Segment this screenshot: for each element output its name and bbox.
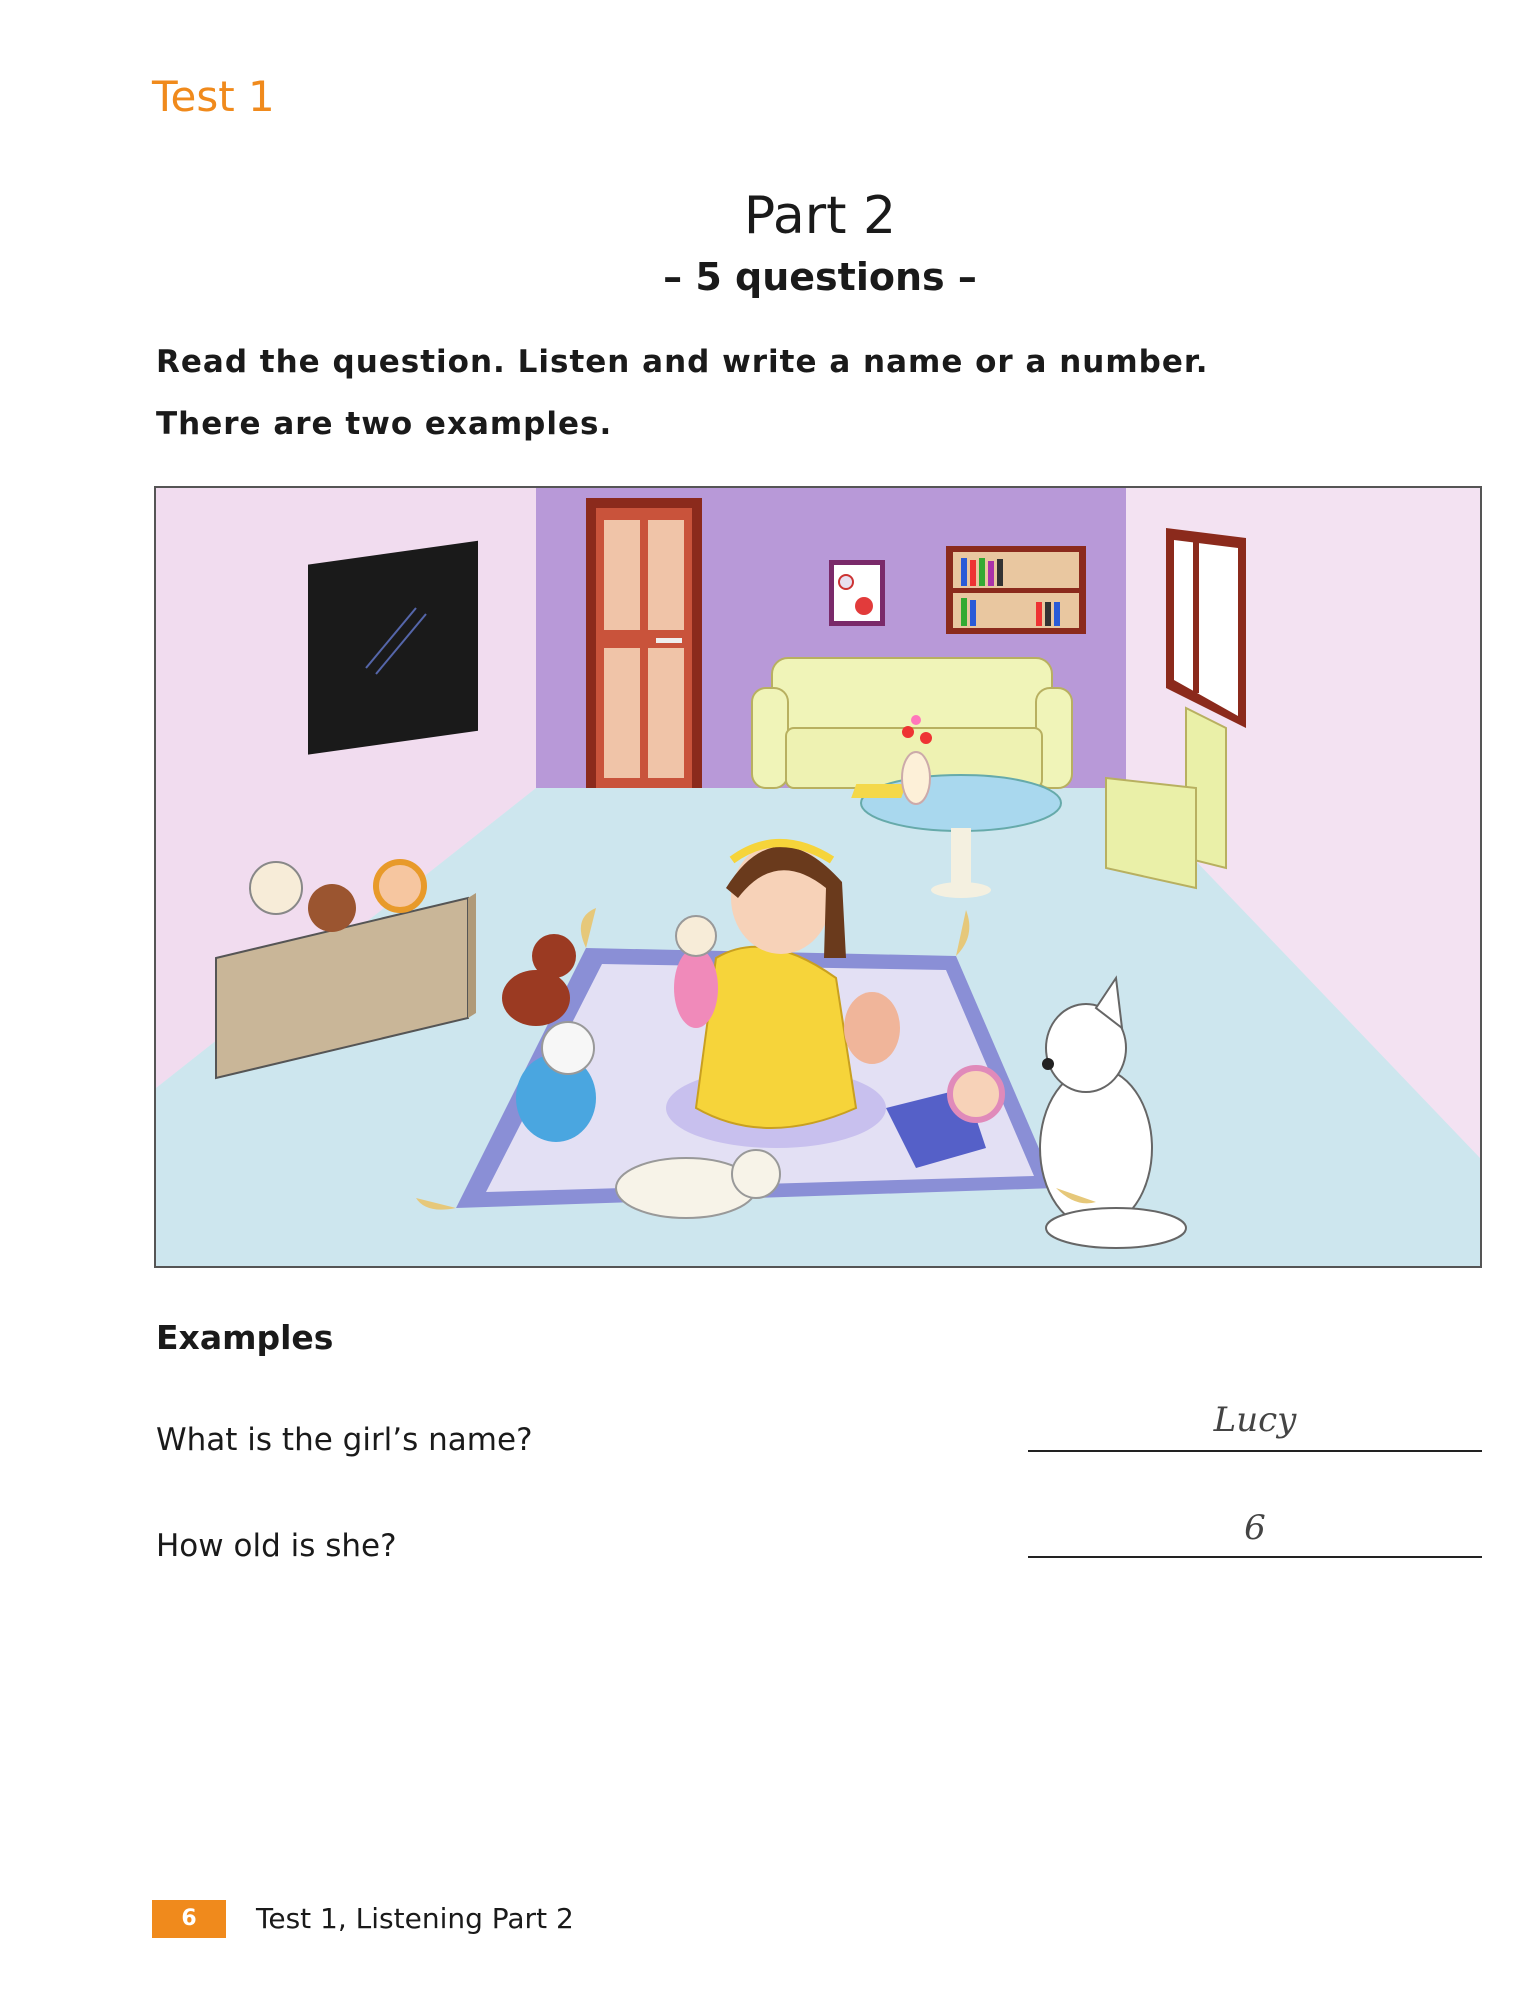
example-question-1: What is the girl’s name? <box>156 1422 533 1458</box>
footer-text: Test 1, Listening Part 2 <box>256 1902 574 1935</box>
door <box>586 498 702 788</box>
part-title: Part 2 <box>743 186 897 246</box>
answer-line-2 <box>1028 1556 1482 1558</box>
example-answer-1: Lucy <box>1213 1400 1297 1440</box>
flower-picture <box>829 560 885 626</box>
instruction-line-2: There are two examples. <box>156 406 613 442</box>
test-label: Test 1 <box>152 72 275 121</box>
page-number-badge: 6 <box>152 1900 226 1938</box>
part-subtitle: – 5 questions – <box>663 255 977 299</box>
examples-title: Examples <box>156 1318 334 1357</box>
tv <box>308 541 478 755</box>
example-question-2: How old is she? <box>156 1528 397 1564</box>
example-answer-2: 6 <box>1244 1508 1266 1548</box>
instruction-line-1: Read the question. Listen and write a name or a number. <box>156 344 1209 380</box>
bookshelf <box>946 546 1086 634</box>
answer-line-1 <box>1028 1450 1482 1452</box>
room-illustration <box>154 486 1482 1268</box>
